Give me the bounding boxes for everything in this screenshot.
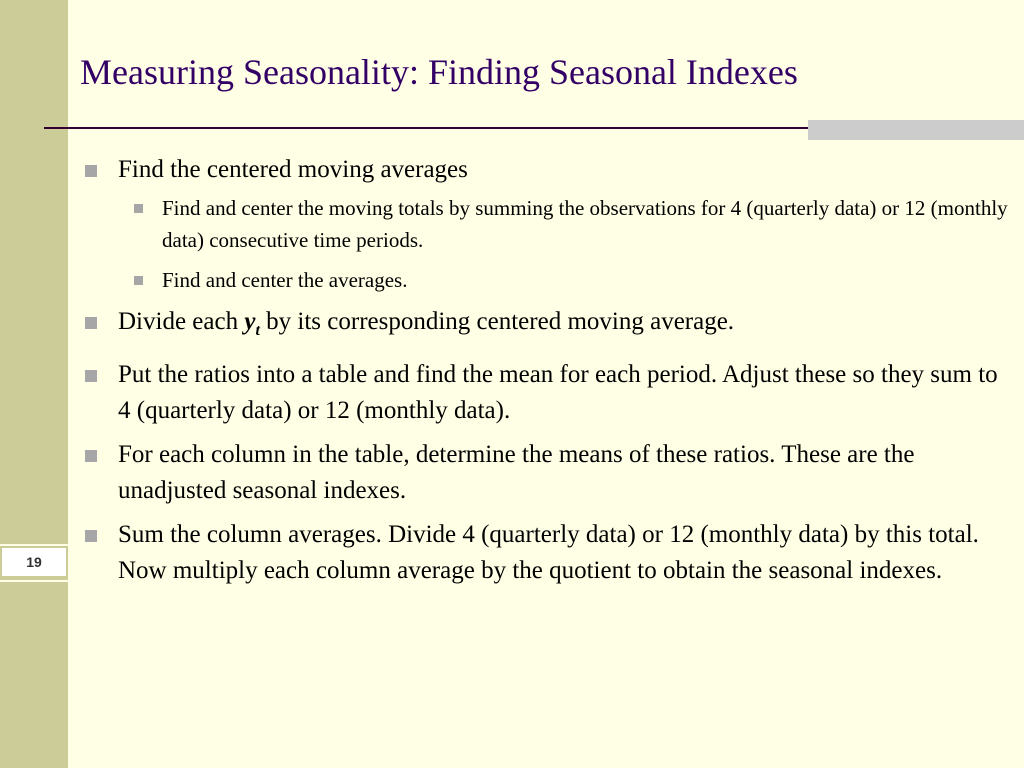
square-bullet-icon	[85, 317, 97, 329]
square-bullet-icon	[134, 276, 143, 285]
bullet-text: For each column in the table, determine the means of these ratios. These are the unadjusted seasonal indexes.	[118, 441, 915, 504]
bullet-item-divide-yt	[80, 304, 1010, 349]
square-bullet-icon	[134, 204, 143, 213]
bullet-text-after: by its corresponding centered moving average.	[259, 308, 735, 335]
square-bullet-icon	[85, 530, 97, 542]
slide-title: Measuring Seasonality: Finding Seasonal Indexes	[80, 52, 798, 92]
square-bullet-icon	[85, 165, 97, 177]
slide-number-box	[2, 546, 66, 578]
bullet-item-ratios-table	[80, 357, 1010, 429]
bullet-item-sum-column-averages	[80, 517, 1010, 589]
bullet-item-column-means	[80, 437, 1010, 509]
left-decorative-band	[0, 0, 68, 768]
variable-y: y	[244, 308, 256, 335]
square-bullet-icon	[85, 370, 97, 382]
bullet-list	[80, 152, 1010, 589]
sub-bullet-list	[118, 192, 1010, 296]
slide-number: 19	[26, 554, 42, 570]
band-divider-bottom	[0, 580, 68, 582]
bullet-text: Put the ratios into a table and find the mean for each period. Adjust these so they sum to 4 (quarterly data) or 12 (monthly data).	[118, 361, 998, 424]
square-bullet-icon	[85, 450, 97, 462]
sub-bullet-text: Find and center the moving totals by summing the observations for 4 (quarterly data) or 12 (monthly data) consecutive time periods.	[162, 196, 1008, 252]
sub-bullet-item-center-averages	[118, 264, 1010, 296]
slide-content	[80, 152, 1010, 597]
variable-subscript-t: t	[255, 322, 260, 339]
bullet-item-centered-moving-averages	[80, 152, 1010, 296]
bullet-text-before: Divide each	[118, 308, 245, 335]
title-underline-accent	[808, 120, 1024, 140]
bullet-text: Sum the column averages. Divide 4 (quarterly data) or 12 (monthly data) by this total. Now multiply each column average by the quotient to obtain the seasonal indexes.	[118, 521, 979, 584]
sub-bullet-text: Find and center the averages.	[162, 268, 408, 292]
bullet-text: Find the centered moving averages	[118, 156, 468, 183]
sub-bullet-item-moving-totals	[118, 192, 1010, 256]
